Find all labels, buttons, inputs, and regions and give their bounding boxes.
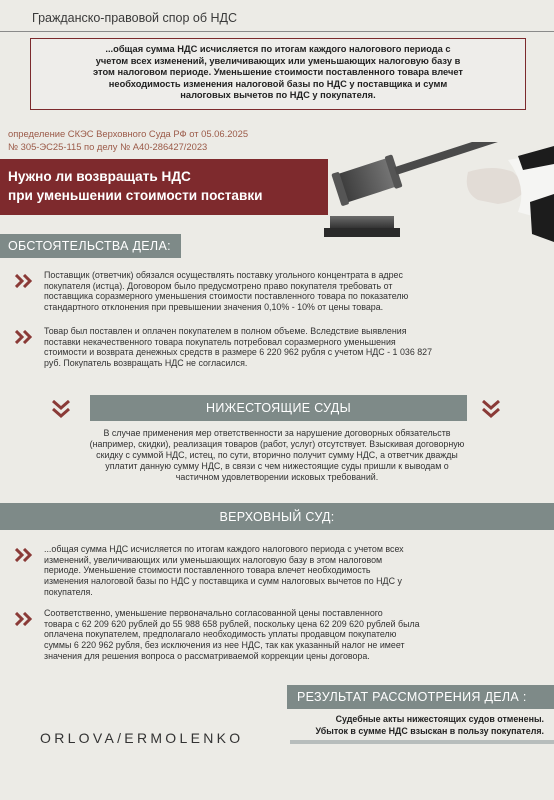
- bullet-line: периоде. Уменьшение стоимости поставленного товара влечет необходимость: [44, 565, 371, 576]
- bullet-line: изменения налоговой базы по НДС у поставщика и сумм налоговых вычетов по НДС у: [44, 576, 402, 587]
- quote-line: необходимость изменения налоговой базы по НДС у поставщика и сумм: [108, 78, 448, 89]
- quote-line: этом налоговом периоде. Уменьшение стоимости поставленного товара влечет: [93, 67, 463, 78]
- lower-courts-text: [32, 428, 522, 483]
- bullet-line: поставки некачественного товара покупатель потребовал соразмерного уменьшения: [44, 336, 396, 347]
- chevron-down-icon: [52, 400, 70, 418]
- chevron-right-icon: [15, 274, 33, 288]
- supreme-court-bullet: [44, 544, 534, 598]
- headline-line-2: при уменьшении стоимости поставки: [8, 188, 263, 203]
- quote-line: учетом всех изменений, увеличивающих или уменьшающих налоговую базу в: [95, 55, 461, 66]
- lower-courts-heading: НИЖЕСТОЯЩИЕ СУДЫ: [90, 395, 467, 421]
- text-line: В случае применения мер ответственности за нарушение договорных обязательств: [103, 428, 451, 438]
- bullet-line: руб. Покупатель возвращать НДС не согласился.: [44, 358, 248, 369]
- text-line: (например, скидки), реализация товаров (работ, услуг) отсутствует. Взыскивая договорную: [89, 439, 465, 449]
- bullet-line: значения для решения вопроса о рассматриваемой коррекции цены договора.: [44, 650, 370, 661]
- chevron-right-icon: [15, 612, 33, 626]
- chevron-right-icon: [15, 548, 33, 562]
- brand-logo: ORLOVA/ERMOLENKO: [40, 730, 244, 746]
- chevron-right-icon: [15, 330, 33, 344]
- supreme-court-heading: ВЕРХОВНЫЙ СУД:: [0, 503, 554, 530]
- circumstances-bullet: [44, 326, 534, 369]
- text-line: частичном удовлетворении исковых требований.: [175, 472, 379, 482]
- result-underline: [290, 740, 554, 744]
- circumstances-bullet: [44, 270, 534, 313]
- result-line-2: Убыток в сумме НДС взыскан в пользу покупателя.: [315, 726, 544, 736]
- bullet-line: покупателя.: [44, 586, 93, 597]
- page-title: Гражданско-правовой спор об НДС: [32, 11, 237, 25]
- bullet-line: покупателя (истца). Договором было предусмотрено право покупателя требовать от: [44, 280, 393, 291]
- bullet-line: Товар был поставлен и оплачен покупателем в полном объеме. Вследствие выявления: [44, 326, 407, 336]
- bullet-line: суммы 6 220 962 рубля, без исключения из нее НДС, так как указанный налог не имеет: [44, 640, 405, 651]
- text-line: скидку с суммой НДС, истец, по сути, вторично получит сумму НДС, а ответчик дважды: [96, 450, 458, 460]
- bullet-line: Соответственно, уменьшение первоначально согласованной цены поставленного: [44, 608, 383, 618]
- case-reference: [8, 128, 248, 153]
- reference-line-2: № 305-ЭС25-115 по делу № А40-286427/2023: [8, 140, 208, 152]
- quote-line: налоговых вычетов по НДС у покупателя.: [180, 90, 376, 101]
- bullet-line: Поставщик (ответчик) обязался осуществлять поставку угольного концентрата в адрес: [44, 270, 403, 280]
- reference-line-1: определение СКЭС Верховного Суда РФ от 05.06.2025: [8, 128, 249, 139]
- bullet-line: оплачена покупателем, предполагало необходимость уплаты продавцом покупателю: [44, 629, 397, 640]
- title-divider: [0, 31, 554, 32]
- bullet-line: стандартного отклонения при превышении значения 0,10% - 10% от цены товара.: [44, 302, 384, 313]
- bullet-line: изменений, увеличивающих или уменьшающих налоговую базу в этом налоговом: [44, 554, 383, 565]
- quote-line: ...общая сумма НДС исчисляется по итогам каждого налогового периода с: [105, 44, 451, 54]
- gavel-hand-illustration: [318, 142, 554, 254]
- bullet-line: ...общая сумма НДС исчисляется по итогам каждого налогового периода с учетом всех: [44, 544, 404, 554]
- bullet-line: стоимости и возврата денежных средств в размере 6 220 962 рубля с учетом НДС - 1 036 827: [44, 347, 433, 358]
- bullet-line: товара с 62 209 620 рублей до 55 988 658 рублей, поскольку цена 62 209 620 рублей была: [44, 618, 420, 629]
- supreme-court-bullet: [44, 608, 534, 662]
- headline-banner: [0, 159, 328, 215]
- chevron-down-icon: [482, 400, 500, 418]
- result-heading: РЕЗУЛЬТАТ РАССМОТРЕНИЯ ДЕЛА :: [287, 685, 554, 709]
- result-line-1: Судебные акты нижестоящих судов отменены.: [335, 714, 544, 724]
- circumstances-heading: ОБСТОЯТЕЛЬСТВА ДЕЛА:: [0, 234, 181, 258]
- text-line: уплатит данную сумму НДС, в связи с чем нижестоящие суды пришли к выводам о: [105, 461, 449, 471]
- quote-box: [30, 38, 526, 110]
- headline-line-1: Нужно ли возвращать НДС: [8, 169, 191, 184]
- bullet-line: поставщика соразмерного уменьшения стоимости поставленного товара по показателю: [44, 291, 409, 302]
